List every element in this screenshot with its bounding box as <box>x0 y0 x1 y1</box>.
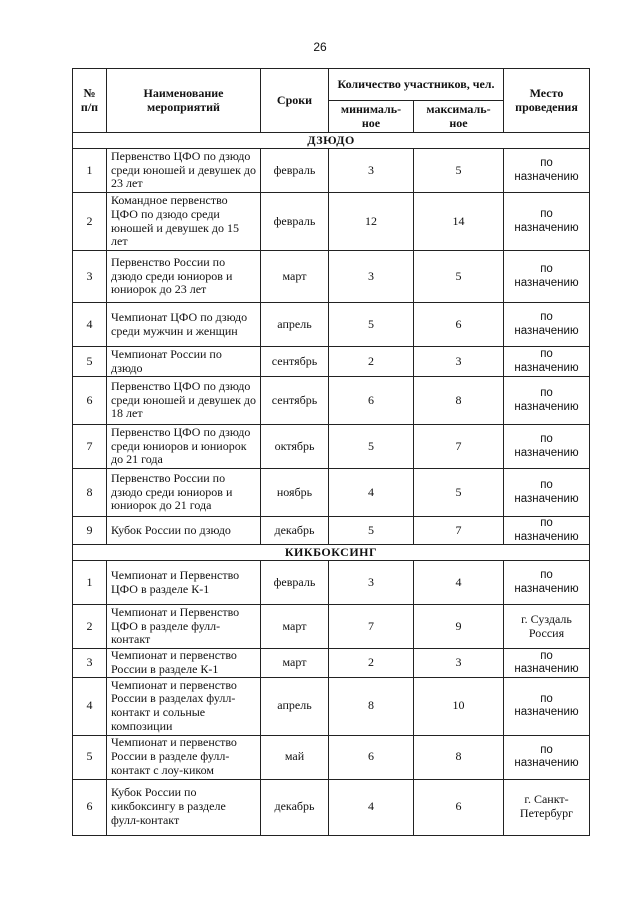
participants-min: 3 <box>329 561 414 605</box>
event-date: февраль <box>261 561 329 605</box>
table-row <box>73 425 590 469</box>
event-date: февраль <box>261 193 329 251</box>
row-number: 1 <box>73 149 107 193</box>
row-number: 2 <box>73 193 107 251</box>
table-header <box>73 69 590 133</box>
event-name: Чемпионат и Первенство ЦФО в разделе фулл-контакт <box>107 605 261 649</box>
event-date: октябрь <box>261 425 329 469</box>
event-name: Командное первенство ЦФО по дзюдо среди юношей и девушек до 15 лет <box>107 193 261 251</box>
participants-max: 7 <box>414 517 504 545</box>
event-name: Первенство ЦФО по дзюдо среди юниоров и юниорок до 21 года <box>107 425 261 469</box>
header-place: Место проведения <box>504 69 590 133</box>
participants-min: 5 <box>329 517 414 545</box>
event-name: Первенство России по дзюдо среди юниоров и юниорок до 23 лет <box>107 251 261 303</box>
participants-min: 12 <box>329 193 414 251</box>
section-title: ДЗЮДО <box>73 133 590 149</box>
participants-max: 3 <box>414 649 504 678</box>
table-row <box>73 303 590 347</box>
row-number: 4 <box>73 303 107 347</box>
event-date: май <box>261 735 329 779</box>
participants-min: 3 <box>329 251 414 303</box>
participants-min: 4 <box>329 469 414 517</box>
participants-max: 6 <box>414 779 504 835</box>
table-row <box>73 517 590 545</box>
row-number: 8 <box>73 469 107 517</box>
row-number: 5 <box>73 735 107 779</box>
participants-min: 2 <box>329 347 414 377</box>
event-place: по назначению <box>504 735 590 779</box>
event-date: апрель <box>261 677 329 735</box>
event-name: Чемпионат и первенство России в разделах фулл-контакт и сольные композиции <box>107 677 261 735</box>
table-row <box>73 605 590 649</box>
participants-min: 3 <box>329 149 414 193</box>
section-row <box>73 545 590 561</box>
header-name: Наименование мероприятий <box>107 69 261 133</box>
participants-min: 6 <box>329 735 414 779</box>
header-min: минималь-ное <box>329 101 414 133</box>
row-number: 6 <box>73 377 107 425</box>
event-place: г. Санкт-Петербург <box>504 779 590 835</box>
row-number: 1 <box>73 561 107 605</box>
event-date: ноябрь <box>261 469 329 517</box>
header-max: максималь-ное <box>414 101 504 133</box>
event-place: г. Суздаль Россия <box>504 605 590 649</box>
section-row <box>73 133 590 149</box>
event-name: Чемпионат и Первенство ЦФО в разделе К-1 <box>107 561 261 605</box>
table-row <box>73 251 590 303</box>
table-row <box>73 561 590 605</box>
row-number: 3 <box>73 649 107 678</box>
event-place: по назначению <box>504 561 590 605</box>
page-number: 26 <box>313 40 327 54</box>
event-place: по назначению <box>504 193 590 251</box>
event-date: декабрь <box>261 779 329 835</box>
event-place: по назначению <box>504 469 590 517</box>
participants-max: 3 <box>414 347 504 377</box>
participants-min: 5 <box>329 425 414 469</box>
table-row <box>73 377 590 425</box>
participants-max: 10 <box>414 677 504 735</box>
row-number: 3 <box>73 251 107 303</box>
event-place: по назначению <box>504 425 590 469</box>
event-place: по назначению <box>504 677 590 735</box>
header-num: № п/п <box>73 69 107 133</box>
table-body <box>73 133 590 836</box>
participants-min: 6 <box>329 377 414 425</box>
row-number: 4 <box>73 677 107 735</box>
header-participants: Количество участников, чел. <box>329 69 504 101</box>
event-name: Чемпионат и первенство России в разделе фулл-контакт с лоу-киком <box>107 735 261 779</box>
participants-max: 9 <box>414 605 504 649</box>
row-number: 6 <box>73 779 107 835</box>
table-row <box>73 779 590 835</box>
participants-min: 8 <box>329 677 414 735</box>
row-number: 5 <box>73 347 107 377</box>
table-row <box>73 735 590 779</box>
event-name: Чемпионат России по дзюдо <box>107 347 261 377</box>
row-number: 7 <box>73 425 107 469</box>
event-name: Чемпионат ЦФО по дзюдо среди мужчин и женщин <box>107 303 261 347</box>
event-date: март <box>261 605 329 649</box>
participants-min: 2 <box>329 649 414 678</box>
event-date: март <box>261 251 329 303</box>
participants-max: 6 <box>414 303 504 347</box>
table-row <box>73 649 590 678</box>
participants-max: 8 <box>414 735 504 779</box>
header-dates: Сроки <box>261 69 329 133</box>
event-date: сентябрь <box>261 347 329 377</box>
participants-max: 7 <box>414 425 504 469</box>
event-place: по назначению <box>504 347 590 377</box>
event-place: по назначению <box>504 303 590 347</box>
table-row <box>73 149 590 193</box>
row-number: 9 <box>73 517 107 545</box>
participants-max: 5 <box>414 469 504 517</box>
participants-max: 5 <box>414 251 504 303</box>
event-name: Кубок России по кикбоксингу в разделе фулл-контакт <box>107 779 261 835</box>
event-place: по назначению <box>504 649 590 678</box>
event-place: по назначению <box>504 251 590 303</box>
participants-max: 5 <box>414 149 504 193</box>
event-name: Чемпионат и первенство России в разделе К-1 <box>107 649 261 678</box>
row-number: 2 <box>73 605 107 649</box>
event-name: Первенство ЦФО по дзюдо среди юношей и девушек до 18 лет <box>107 377 261 425</box>
event-place: по назначению <box>504 377 590 425</box>
table-row <box>73 193 590 251</box>
event-date: сентябрь <box>261 377 329 425</box>
participants-max: 14 <box>414 193 504 251</box>
section-title: КИКБОКСИНГ <box>73 545 590 561</box>
event-date: апрель <box>261 303 329 347</box>
participants-max: 8 <box>414 377 504 425</box>
table-row <box>73 677 590 735</box>
table-row <box>73 347 590 377</box>
event-name: Первенство ЦФО по дзюдо среди юношей и девушек до 23 лет <box>107 149 261 193</box>
participants-min: 4 <box>329 779 414 835</box>
event-date: февраль <box>261 149 329 193</box>
participants-max: 4 <box>414 561 504 605</box>
events-table <box>72 68 590 836</box>
event-date: декабрь <box>261 517 329 545</box>
event-place: по назначению <box>504 517 590 545</box>
participants-min: 5 <box>329 303 414 347</box>
event-name: Первенство России по дзюдо среди юниоров и юниорок до 21 года <box>107 469 261 517</box>
participants-min: 7 <box>329 605 414 649</box>
event-name: Кубок России по дзюдо <box>107 517 261 545</box>
event-place: по назначению <box>504 149 590 193</box>
table-row <box>73 469 590 517</box>
event-date: март <box>261 649 329 678</box>
